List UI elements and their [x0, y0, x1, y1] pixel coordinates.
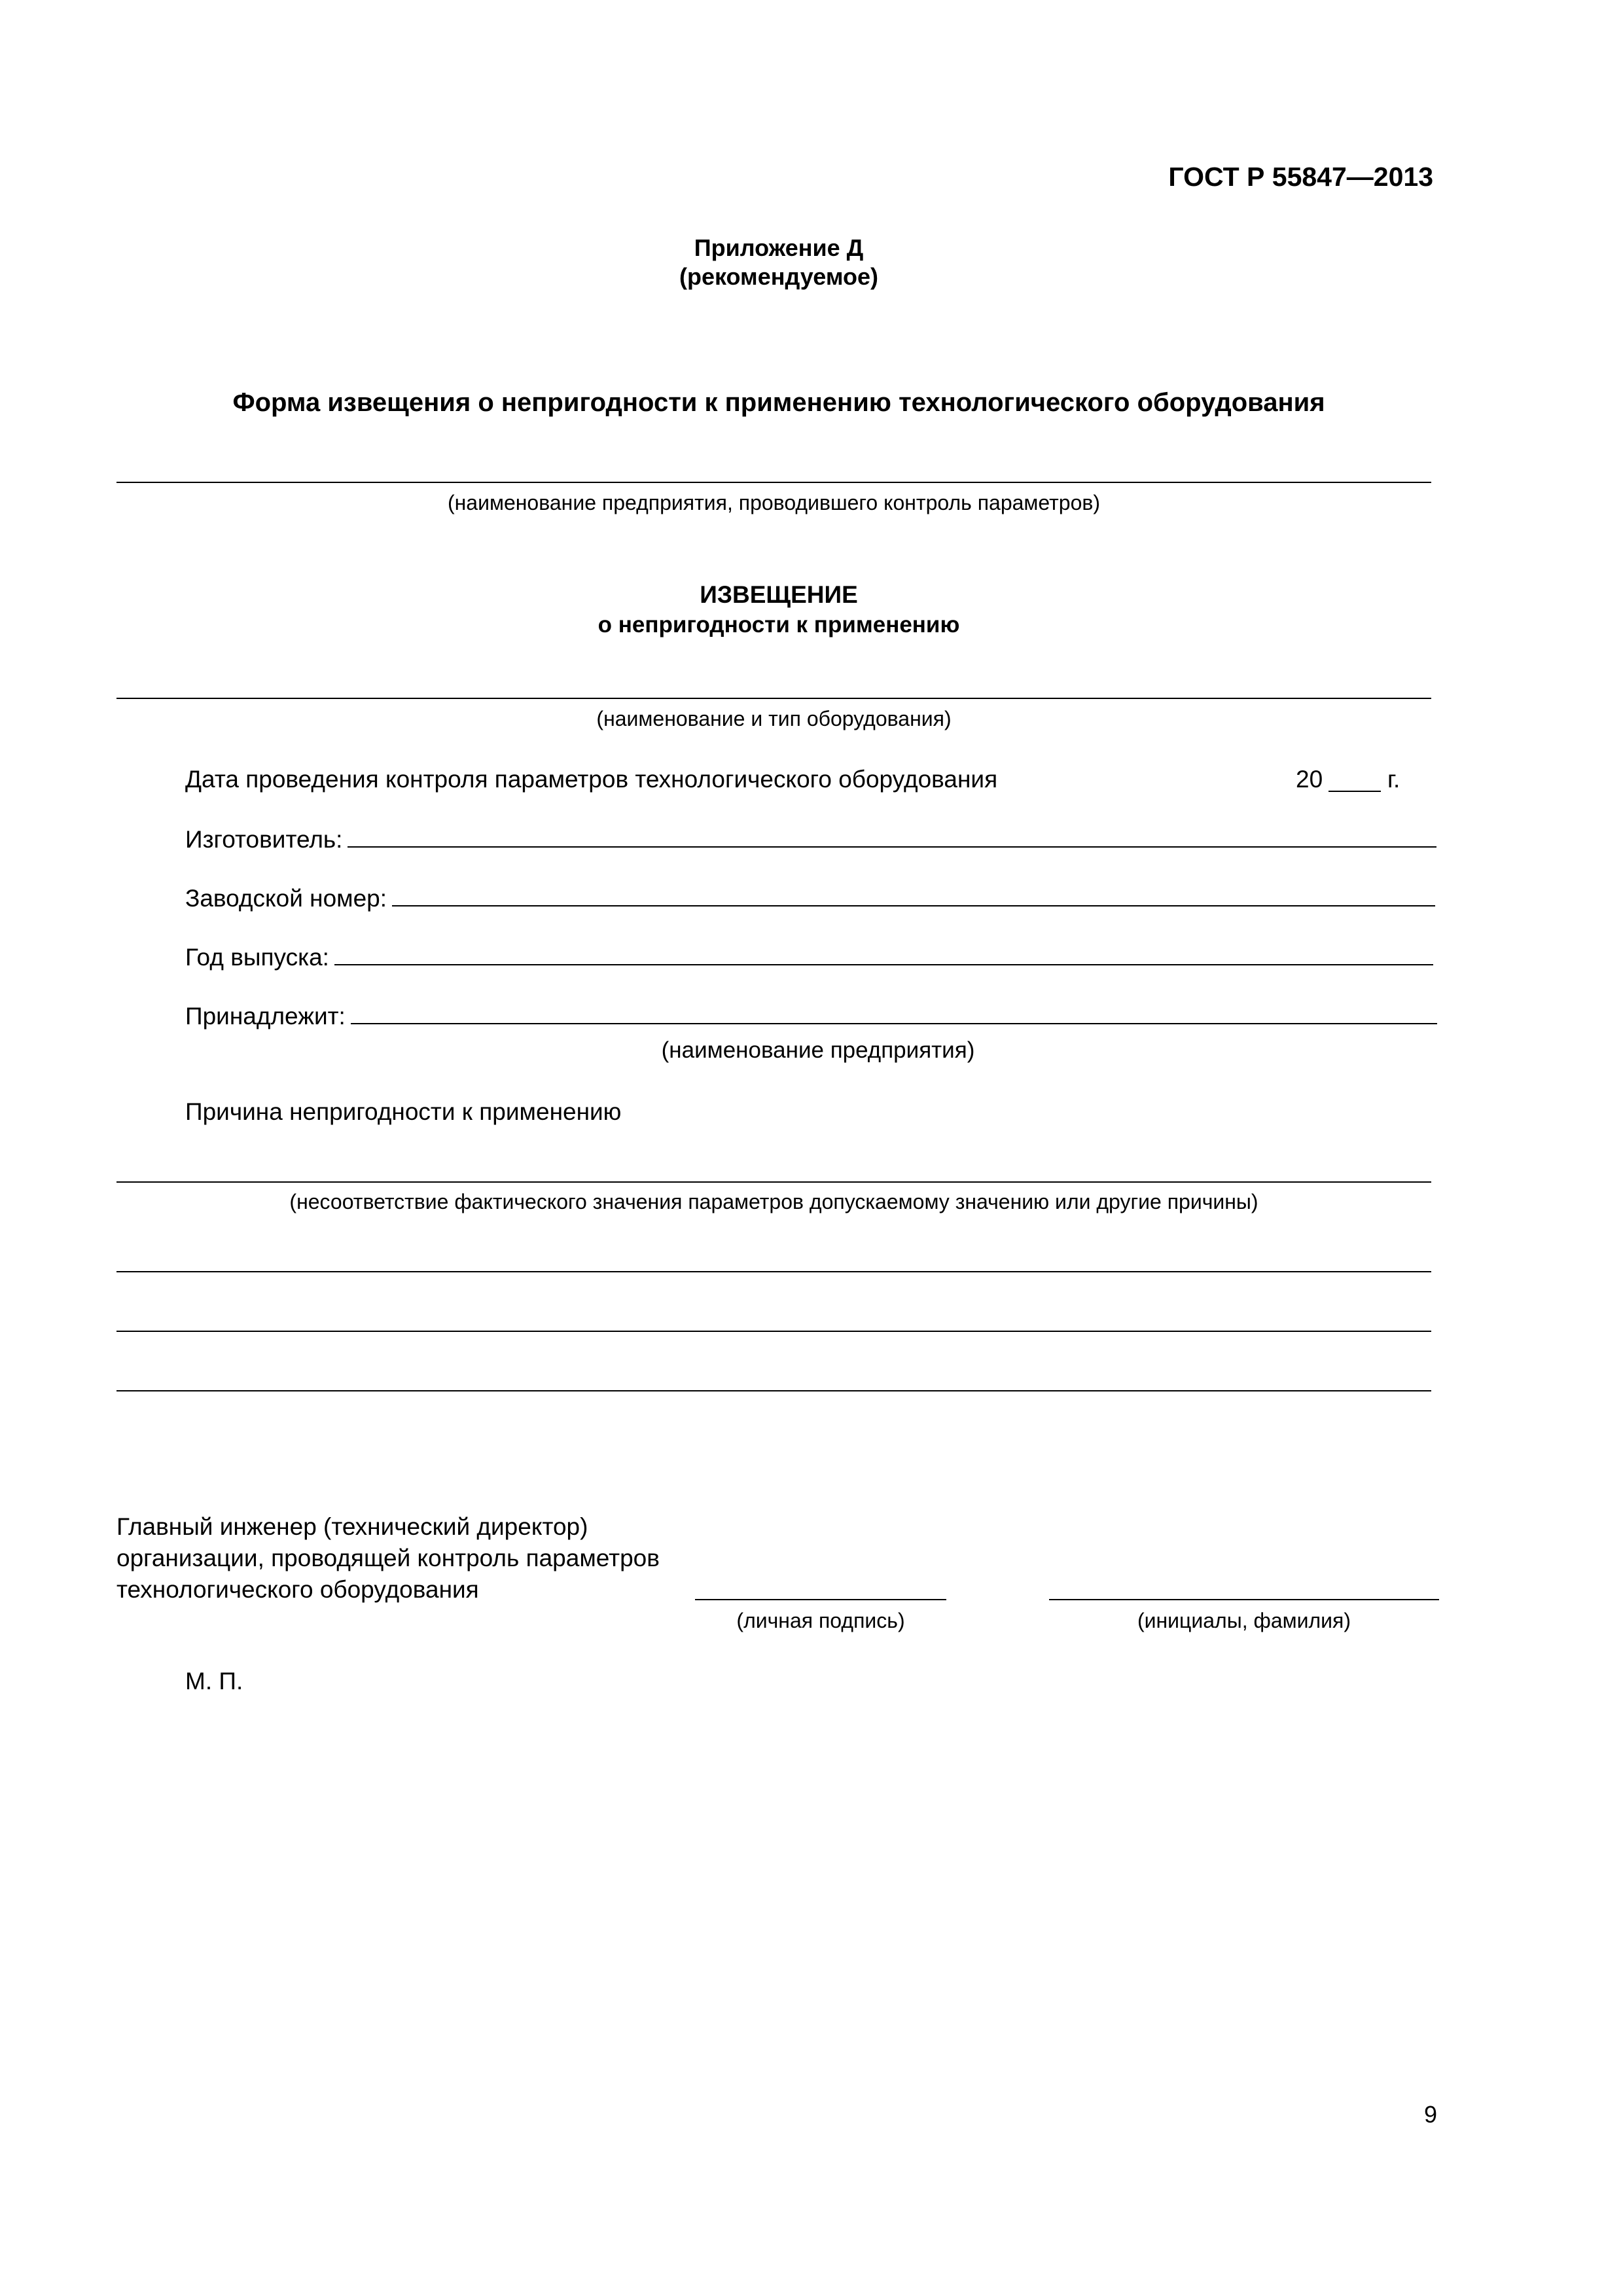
serial-number-label: Заводской номер: — [185, 885, 387, 912]
control-date-label: Дата проведения контроля параметров технологического оборудования — [185, 766, 998, 793]
owner-label: Принадлежит: — [185, 1003, 346, 1030]
year-blank-line[interactable] — [1329, 791, 1381, 792]
reason-extra-line-2[interactable] — [116, 1331, 1431, 1332]
signatory-position-line-2: организации, проводящей контроль параметров — [116, 1545, 660, 1571]
equipment-name-line[interactable] — [116, 698, 1431, 699]
reason-caption: (несоответствие фактического значения параметров допускаемому значению или другие причины) — [289, 1190, 1258, 1213]
reason-extra-line-3[interactable] — [116, 1390, 1431, 1391]
stamp-placeholder: М. П. — [185, 1668, 243, 1695]
year-of-manufacture-input-line[interactable] — [334, 944, 1433, 965]
reason-label: Причина непригодности к применению — [185, 1098, 622, 1125]
notice-subtitle: о непригодности к применению — [597, 612, 960, 637]
form-title: Форма извещения о непригодности к применению технологического оборудования — [232, 388, 1325, 417]
notice-title: ИЗВЕЩЕНИЕ — [700, 581, 858, 608]
annex-status: (рекомендуемое) — [679, 263, 878, 290]
equipment-caption: (наименование и тип оборудования) — [596, 707, 952, 730]
serial-number-input-line[interactable] — [392, 886, 1435, 906]
year-of-manufacture-label: Год выпуска: — [185, 944, 329, 971]
year-suffix: г. — [1387, 766, 1400, 793]
annex-title: Приложение Д — [694, 234, 864, 261]
manufacturer-field — [185, 826, 1436, 853]
document-code: ГОСТ Р 55847—2013 — [1168, 162, 1433, 192]
signatory-position-line-1: Главный инженер (технический директор) — [116, 1513, 588, 1540]
signatory-position-line-3: технологического оборудования — [116, 1576, 479, 1603]
owner-caption: (наименование предприятия) — [661, 1037, 975, 1063]
owner-input-line[interactable] — [351, 1003, 1437, 1024]
signature-caption: (личная подпись) — [736, 1609, 905, 1632]
enterprise-name-line[interactable] — [116, 482, 1431, 483]
reason-line[interactable] — [116, 1181, 1431, 1183]
name-caption: (инициалы, фамилия) — [1137, 1609, 1351, 1632]
owner-field — [185, 1003, 1437, 1030]
signature-line[interactable] — [695, 1599, 946, 1600]
name-line[interactable] — [1049, 1599, 1439, 1600]
manufacturer-label: Изготовитель: — [185, 826, 343, 853]
year-prefix: 20 — [1296, 766, 1323, 793]
enterprise-caption: (наименование предприятия, проводившего контроль параметров) — [447, 491, 1101, 514]
year-of-manufacture-field — [185, 944, 1433, 971]
serial-number-field — [185, 885, 1435, 912]
reason-extra-line-1[interactable] — [116, 1271, 1431, 1272]
manufacturer-input-line[interactable] — [348, 827, 1436, 848]
page-number: 9 — [1424, 2101, 1438, 2128]
